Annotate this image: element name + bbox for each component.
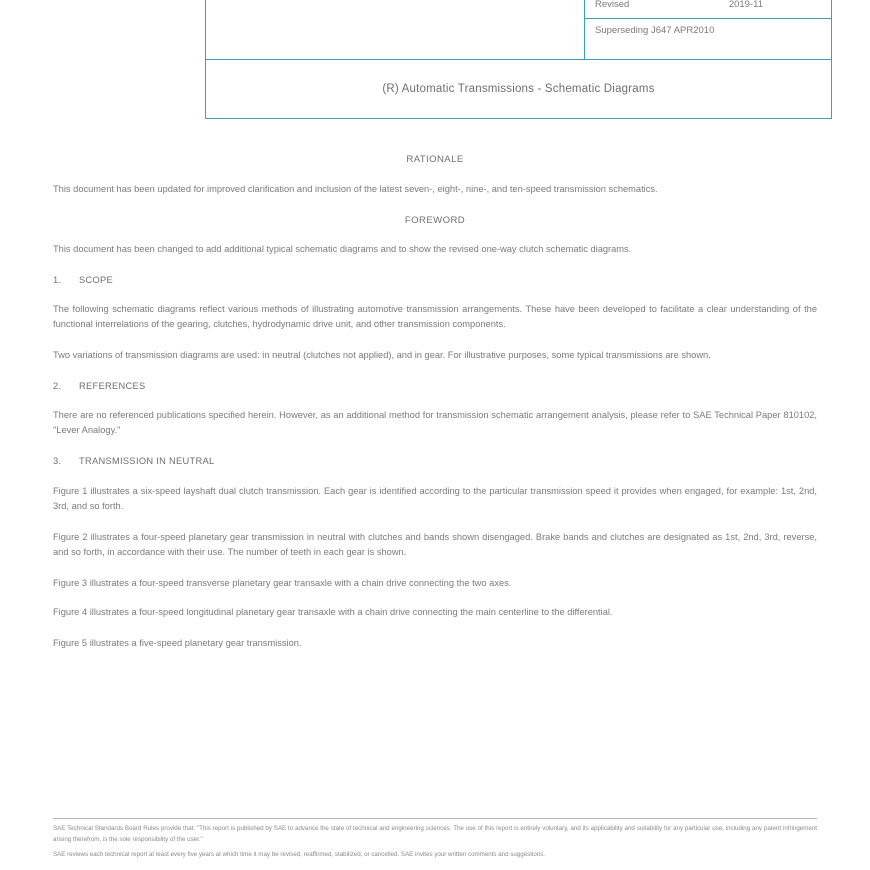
foreword-heading: FOREWORD: [404, 214, 466, 226]
header-top-row: [206, 0, 831, 60]
header-revision-row: [595, 0, 823, 12]
foreword-paragraph: This document has been changed to add additional typical schematic diagrams and to show the revised one-way clutch schematic diagrams.: [53, 244, 632, 255]
header-logo-cell: [206, 0, 585, 59]
header-revision-rows: [595, 0, 823, 12]
neutral-paragraph-5: Figure 5 illustrates a five-speed planetary gear transmission.: [53, 637, 302, 648]
footer-line-2: SAE reviews each technical report at least every five years at which time it may be revised, reaffirmed, stabilized, or cancelled. SAE invites your written comments and suggestions.: [53, 851, 546, 859]
superseding-text: Superseding J647 APR2010: [595, 25, 715, 37]
rationale-paragraph: This document has been updated for improved clarification and inclusion of the latest seven-, eight-, nine-, and ten-speed transmission schematics.: [53, 183, 658, 194]
revised-value: 2019-11: [728, 0, 763, 10]
section-number: 1.: [53, 275, 62, 286]
document-header-table: [205, 0, 832, 119]
section-title: REFERENCES: [79, 381, 146, 392]
references-paragraph-1: There are no referenced publications specified herein. However, as an additional method for transmission schematic arrangement analysis, please refer to SAE Technical Paper 810102, "Lever Analogy.": [53, 410, 817, 436]
neutral-paragraph-2: Figure 2 illustrates a four-speed planetary gear transmission in neutral with clutches and bands shown disengaged. Brake bands and clutches are designated as 1st, 2nd, 3rd, reverse, and so forth, in accordance with their use. The number of teeth in each gear is shown.: [53, 531, 817, 557]
scope-paragraph-2: Two variations of transmission diagrams are used: in neutral (clutches not applied), and in gear. For illustrative purposes, some typical transmissions are shown.: [53, 350, 711, 361]
section-heading-references: [53, 379, 817, 394]
section-number: 2.: [53, 381, 62, 392]
header-divider: [585, 18, 831, 19]
revised-label: Revised: [595, 0, 630, 10]
document-footer: [53, 818, 817, 866]
section-title: TRANSMISSION IN NEUTRAL: [79, 456, 215, 467]
neutral-paragraph-3: Figure 3 illustrates a four-speed transverse planetary gear transaxle with a chain drive connecting the two axes.: [53, 577, 512, 588]
neutral-paragraph-4: Figure 4 illustrates a four-speed longitudinal planetary gear transaxle with a chain drive connecting the main centerline to the differential.: [53, 606, 613, 617]
footer-line-1: SAE Technical Standards Board Rules provide that: "This report is published by SAE to advance the state of technical and engineering sciences. The use of this report is entirely voluntary, and its applicability and suitability for any particular use, including any patent infringement arising therefrom, is the sole responsibility of the user.": [53, 825, 817, 843]
section-heading-scope: [53, 273, 817, 288]
scope-paragraph-1: The following schematic diagrams reflect various methods of illustrating automotive transmission arrangements. These have been developed to facilitate a clear understanding of the functional interrelations of the gearing, clutches, hydrodynamic drive unit, and other transmission components.: [53, 304, 817, 330]
section-number: 3.: [53, 456, 62, 467]
document-body: [53, 152, 817, 665]
section-heading-transmission-in-neutral: [53, 454, 817, 469]
header-revision-cell: [585, 0, 831, 59]
section-title: SCOPE: [79, 275, 114, 286]
neutral-paragraph-1: Figure 1 illustrates a six-speed layshaft dual clutch transmission. Each gear is identified according to the particular transmission speed it provides when engaged, for example: 1st, 2nd, 3rd, and so forth.: [53, 485, 817, 511]
document-title: (R) Automatic Transmissions - Schematic Diagrams: [382, 83, 655, 95]
footer-divider: [53, 818, 817, 819]
rationale-heading: RATIONALE: [406, 154, 464, 165]
